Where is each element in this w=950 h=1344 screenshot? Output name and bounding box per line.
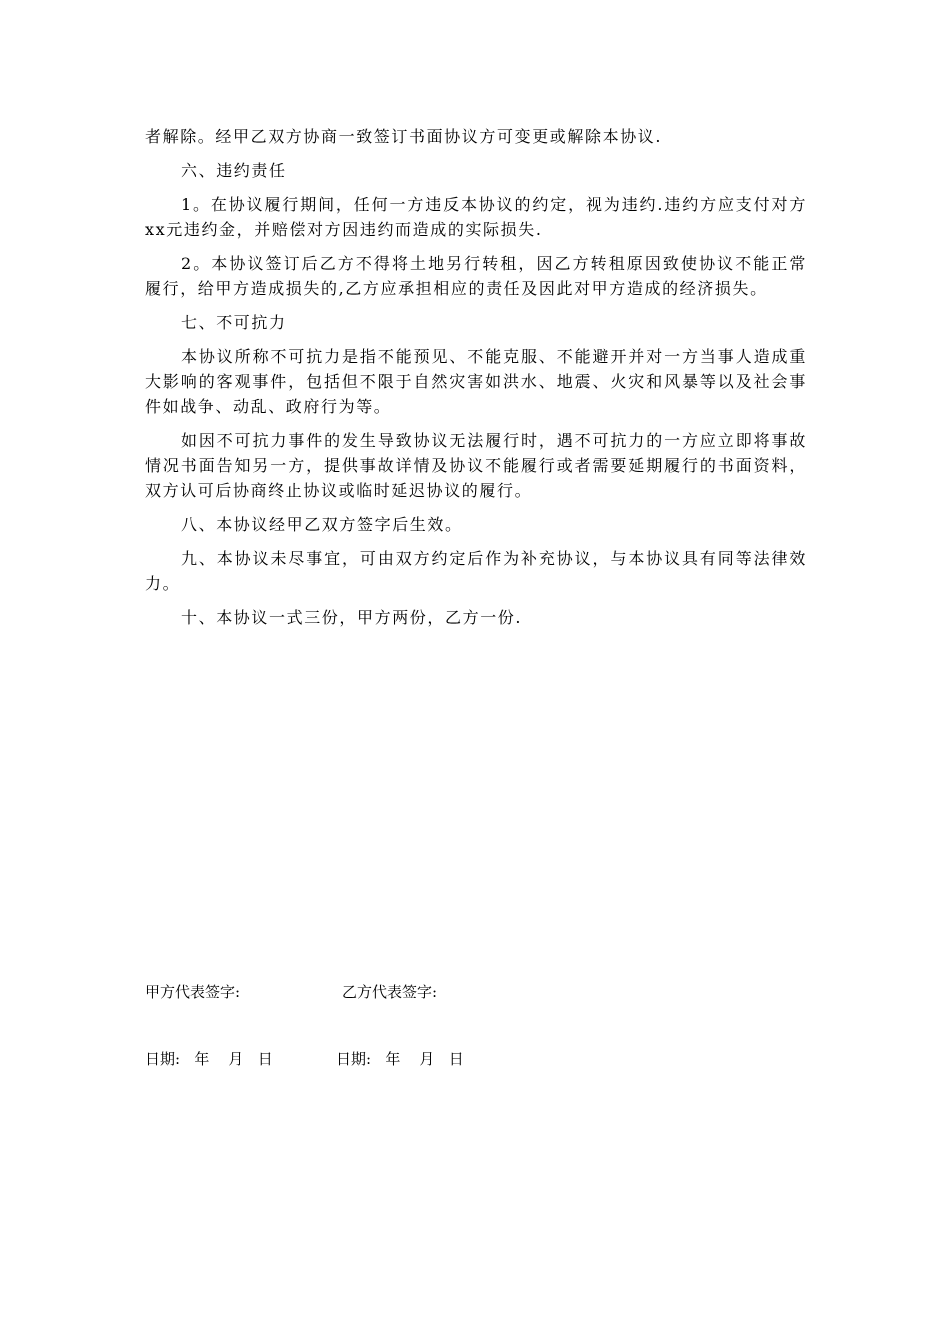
party-a-date-line: 日期: 年 月 日 xyxy=(145,1050,273,1068)
party-b-date-line: 日期: 年 月 日 xyxy=(336,1050,464,1068)
section-heading-force-majeure: 七、不可抗力 xyxy=(181,313,287,332)
paragraph-breach-clause-2: 2。本协议签订后乙方不得将土地另行转租，因乙方转租原因致使协议不能正常履行，给甲方造成损失的,乙方应承担相应的责任及因此对甲方造成的经济损失。 xyxy=(145,254,807,298)
section-supplementary-clause: 九、本协议未尽事宜，可由双方约定后作为补充协议，与本协议具有同等法律效力。 xyxy=(145,549,807,593)
party-a-signature-label: 甲方代表签字: xyxy=(145,983,241,1001)
paragraph-termination-continued: 者解除。经甲乙双方协商一致签订书面协议方可变更或解除本协议. xyxy=(145,127,663,146)
party-b-signature-label: 乙方代表签字: xyxy=(342,983,438,1001)
section-heading-breach-liability: 六、违约责任 xyxy=(181,161,287,180)
section-copies-clause: 十、本协议一式三份，甲方两份，乙方一份. xyxy=(181,608,523,627)
section-effective-clause: 八、本协议经甲乙双方签字后生效。 xyxy=(181,515,463,534)
paragraph-force-majeure-procedure: 如因不可抗力事件的发生导致协议无法履行时，遇不可抗力的一方应立即将事故情况书面告知另一方，提供事故详情及协议不能履行或者需要延期履行的书面资料，双方认可后协商终止协议或临时延迟协议的履行。 xyxy=(145,431,807,500)
paragraph-force-majeure-definition: 本协议所称不可抗力是指不能预见、不能克服、不能避开并对一方当事人造成重大影响的客观事件，包括但不限于自然灾害如洪水、地震、火灾和风暴等以及社会事件如战争、动乱、政府行为等。 xyxy=(145,347,807,416)
agreement-body xyxy=(145,124,807,639)
paragraph-breach-clause-1: 1。在协议履行期间，任何一方违反本协议的约定，视为违约.违约方应支付对方xx元违约金，并赔偿对方因违约而造成的实际损失. xyxy=(145,195,807,239)
